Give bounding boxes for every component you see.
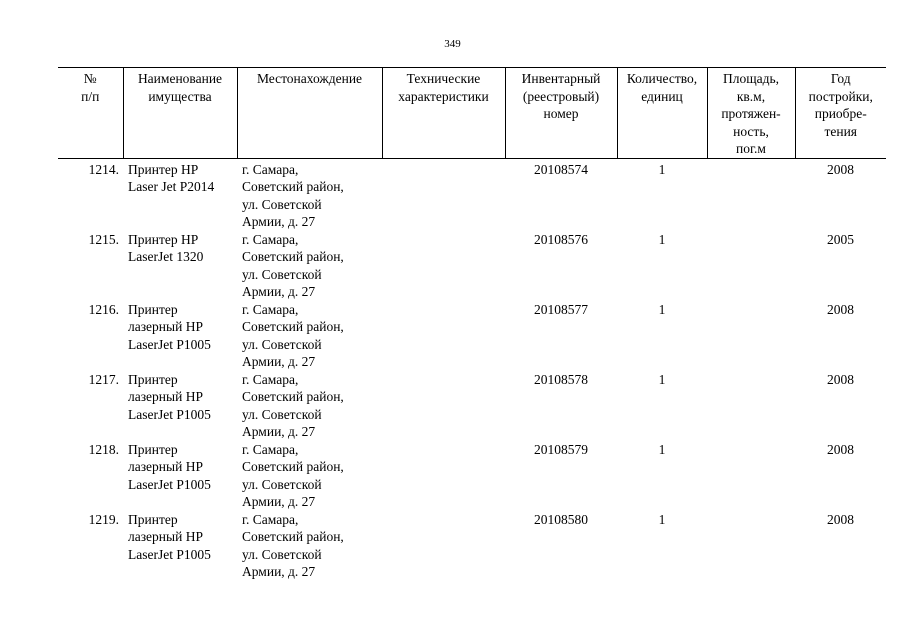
row-quantity: 1 [658,231,666,247]
row-number: 1218. [88,441,119,457]
row-area [707,511,795,581]
row-year: 2005 [827,231,854,247]
row-year: 2008 [827,301,854,317]
header-technical: Технические характеристики [382,68,505,159]
row-number: 1219. [88,511,119,527]
row-number: 1215. [88,231,119,247]
row-area [707,301,795,371]
row-location: г. Самара, Советский район, ул. Советской Армии, д. 27 [242,161,344,229]
header-row [58,68,886,159]
table-row [58,371,886,441]
row-technical [382,231,505,301]
header-area: Площадь, кв.м, протяжен- ность, пог.м [707,68,795,159]
row-location: г. Самара, Советский район, ул. Советской Армии, д. 27 [242,301,344,369]
row-technical [382,301,505,371]
header-location: Местонахождение [237,68,382,159]
table-row [58,301,886,371]
table-header [58,68,886,159]
row-location: г. Самара, Советский район, ул. Советской Армии, д. 27 [242,441,344,509]
row-name: Принтер лазерный HP LaserJet P1005 [128,371,211,422]
row-year: 2008 [827,511,854,527]
row-location: г. Самара, Советский район, ул. Советской Армии, д. 27 [242,371,344,439]
header-inventory: Инвентарный (реестровый) номер [505,68,617,159]
row-number: 1214. [88,161,119,177]
row-year: 2008 [827,441,854,457]
row-inventory: 20108576 [534,231,588,247]
row-technical [382,511,505,581]
row-quantity: 1 [658,371,666,387]
row-inventory: 20108574 [534,161,588,177]
row-location: г. Самара, Советский район, ул. Советской Армии, д. 27 [242,231,344,299]
row-name: Принтер лазерный HP LaserJet P1005 [128,441,211,492]
row-area [707,441,795,511]
row-quantity: 1 [658,441,666,457]
row-area [707,231,795,301]
row-inventory: 20108577 [534,301,588,317]
page-number: 349 [444,38,461,50]
row-location: г. Самара, Советский район, ул. Советской Армии, д. 27 [242,511,344,579]
table-row [58,158,886,231]
row-technical [382,371,505,441]
row-quantity: 1 [658,301,666,317]
row-year: 2008 [827,161,854,177]
row-area [707,158,795,231]
row-quantity: 1 [658,161,666,177]
row-number: 1217. [88,371,119,387]
row-year: 2008 [827,371,854,387]
row-name: Принтер HP LaserJet 1320 [128,231,204,264]
row-inventory: 20108578 [534,371,588,387]
header-quantity: Количество, единиц [617,68,707,159]
header-number: № п/п [58,68,123,159]
table-row [58,441,886,511]
row-name: Принтер HP Laser Jet P2014 [128,161,215,194]
header-name: Наименование имущества [123,68,237,159]
row-inventory: 20108579 [534,441,588,457]
row-technical [382,158,505,231]
table-row [58,511,886,581]
row-name: Принтер лазерный HP LaserJet P1005 [128,511,211,562]
table-row [58,231,886,301]
header-year: Год постройки, приобре- тения [795,68,886,159]
row-number: 1216. [88,301,119,317]
row-quantity: 1 [658,511,666,527]
property-register-table [58,67,886,581]
row-inventory: 20108580 [534,511,588,527]
row-technical [382,441,505,511]
table-body [58,158,886,581]
row-area [707,371,795,441]
row-name: Принтер лазерный HP LaserJet P1005 [128,301,211,352]
